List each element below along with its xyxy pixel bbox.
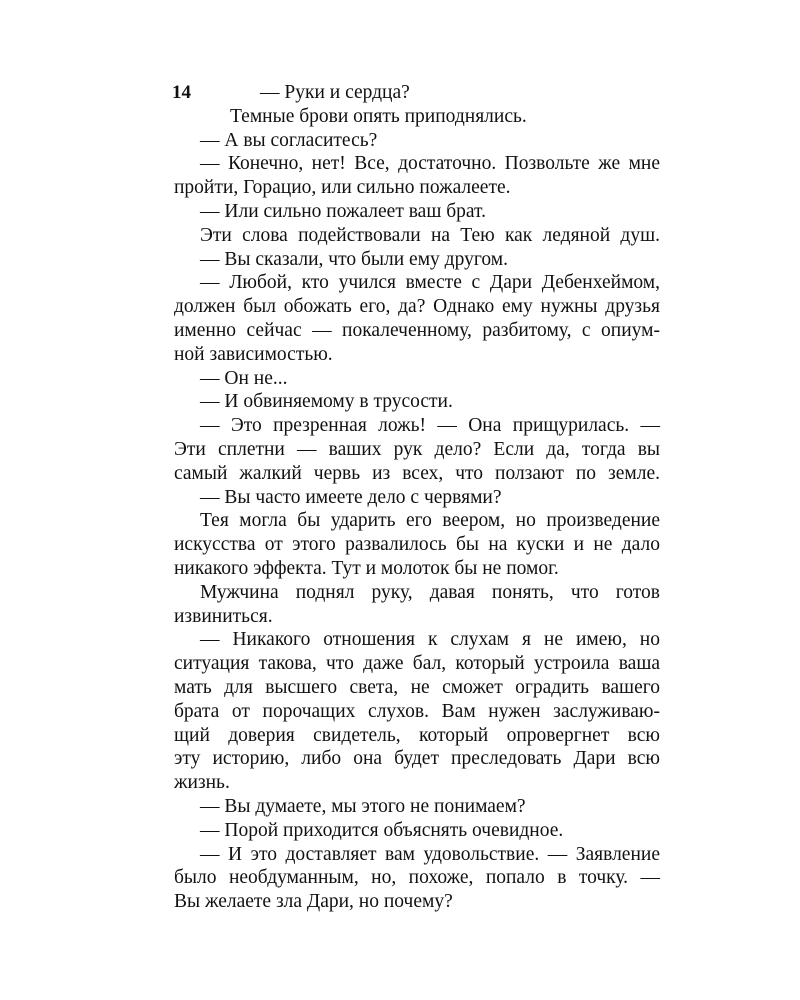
text-line: именно сейчас — покалеченному, разбитому, с опиум- xyxy=(174,319,660,341)
page-text xyxy=(174,81,660,914)
text-line: — А вы согласитесь? xyxy=(200,129,378,151)
text-line: — Он не... xyxy=(200,367,288,389)
text-line: эту историю, либо она будет преследовать Дари всю xyxy=(174,748,660,770)
text-line: — Любой, кто учился вместе с Дари Дебенхеймом, xyxy=(200,272,660,294)
text-line: должен был обожать его, да? Однако ему нужны друзья xyxy=(174,296,660,318)
text-line: — Конечно, нет! Все, достаточно. Позвольте же мне xyxy=(200,153,660,175)
text-line: Тея могла бы ударить его веером, но произведение xyxy=(200,510,660,532)
text-line: никакого эффекта. Тут и молоток бы не помог. xyxy=(174,557,559,579)
text-line: — Порой приходится объяснять очевидное. xyxy=(200,819,564,841)
text-line: Вы желаете зла Дари, но почему? xyxy=(174,891,453,913)
text-line: жизнь. xyxy=(174,772,230,794)
text-line: искусства от этого развалилось бы на куски и не дало xyxy=(174,534,660,556)
text-line: — Вы сказали, что были ему другом. xyxy=(200,248,508,270)
text-line: ситуация такова, что даже бал, который устроила ваша xyxy=(174,653,660,675)
text-line: — Или сильно пожалеет ваш брат. xyxy=(200,200,486,222)
text-line: ной зависимостью. xyxy=(174,343,333,365)
text-line: пройти, Горацио, или сильно пожалеете. xyxy=(174,177,511,199)
page-number: 14 xyxy=(172,82,191,103)
text-line: — Вы часто имеете дело с червями? xyxy=(200,486,502,508)
text-line: извиниться. xyxy=(174,605,273,627)
text-line: самый жалкий червь из всех, что ползают по земле. xyxy=(174,462,660,484)
text-line: брата от порочащих слухов. Вам нужен заслуживаю- xyxy=(174,700,660,722)
text-line: — И обвиняемому в трусости. xyxy=(200,391,453,413)
text-line: щий доверия свидетель, который опровергнет всю xyxy=(174,724,660,746)
text-line: — Никакого отношения к слухам я не имею, но xyxy=(200,629,660,651)
text-line: Мужчина поднял руку, давая понять, что готов xyxy=(200,581,660,603)
text-line: — Вы думаете, мы этого не понимаем? xyxy=(200,795,526,817)
text-line: — Это презренная ложь! — Она прищурилась. — xyxy=(200,415,660,437)
text-line: мать для высшего света, не сможет оградить вашего xyxy=(174,676,660,698)
text-line: было необдуманным, но, похоже, попало в точку. — xyxy=(174,867,660,889)
text-line: Темные брови опять приподнялись. xyxy=(230,105,527,127)
text-line: Эти сплетни — ваших рук дело? Если да, тогда вы xyxy=(174,438,660,460)
text-line: Эти слова подействовали на Тею как ледяной душ. xyxy=(200,224,660,246)
text-line: — И это доставляет вам удовольствие. — Заявление xyxy=(200,843,660,865)
text-line: — Руки и сердца? xyxy=(260,82,410,103)
